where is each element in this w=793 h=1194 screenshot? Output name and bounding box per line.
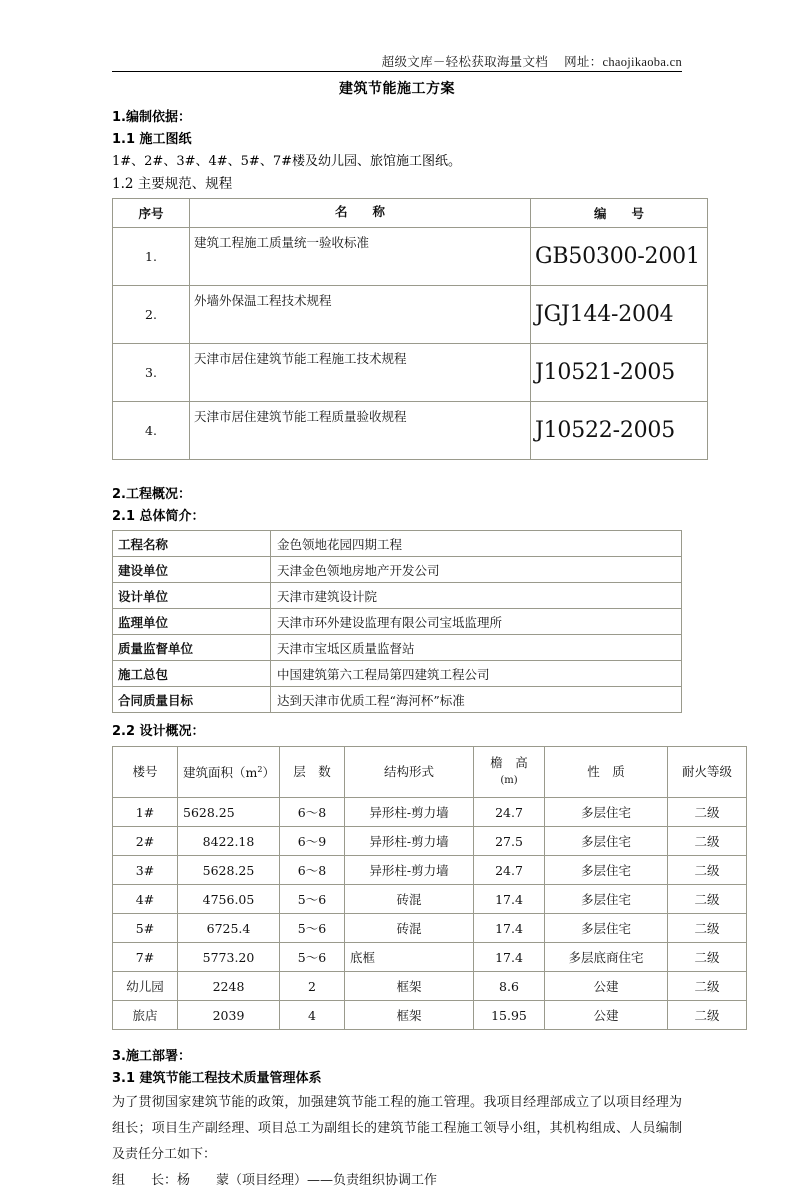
cell-nature: 公建 bbox=[545, 1001, 668, 1030]
header-url-value: chaojikaoba.cn bbox=[602, 55, 682, 69]
table-row bbox=[113, 583, 682, 609]
cell-floors: 6～8 bbox=[280, 856, 345, 885]
cell-code bbox=[531, 402, 708, 460]
table-row bbox=[113, 914, 747, 943]
heading-1-1: 1.1 施工图纸 bbox=[112, 132, 192, 147]
header-floor-area bbox=[178, 747, 280, 798]
heading-2-2: 2.2 设计概况： bbox=[112, 724, 205, 739]
table-row bbox=[113, 1001, 747, 1030]
cell-nature: 多层住宅 bbox=[545, 914, 668, 943]
cell-building-no: 5# bbox=[113, 914, 178, 943]
table-row bbox=[113, 943, 747, 972]
table-header-row bbox=[113, 747, 747, 798]
cell-key: 质量监督单位 bbox=[113, 635, 271, 661]
table-row bbox=[113, 557, 682, 583]
cell-floors: 2 bbox=[280, 972, 345, 1001]
heading-1-2: 1.2 主要规范、规程 bbox=[112, 176, 233, 192]
cell-height: 17.4 bbox=[474, 885, 545, 914]
header-floors: 层 数 bbox=[280, 747, 345, 798]
cell-structure: 砖混 bbox=[345, 914, 474, 943]
cell-building-no: 4# bbox=[113, 885, 178, 914]
table-row bbox=[113, 531, 682, 557]
table-row bbox=[113, 286, 708, 344]
table-row bbox=[113, 687, 682, 713]
cell-key: 设计单位 bbox=[113, 583, 271, 609]
cell-value: 天津金色领地房地产开发公司 bbox=[271, 557, 682, 583]
cell-fire: 二级 bbox=[668, 972, 747, 1001]
code-text: J10522-2005 bbox=[535, 418, 676, 443]
cell-index: 4. bbox=[113, 402, 190, 460]
cell-value: 天津市建筑设计院 bbox=[271, 583, 682, 609]
code-text: GB50300-2001 bbox=[535, 244, 700, 269]
header-index: 序号 bbox=[113, 199, 190, 228]
header-site-name: 超级文库－轻松获取海量文档 bbox=[381, 54, 549, 69]
cell-key: 工程名称 bbox=[113, 531, 271, 557]
table-row bbox=[113, 402, 708, 460]
table-row bbox=[113, 856, 747, 885]
header-floor-area-sup: 2 bbox=[257, 765, 263, 775]
cell-code bbox=[531, 286, 708, 344]
cell-fire: 二级 bbox=[668, 827, 747, 856]
cell-height: 17.4 bbox=[474, 914, 545, 943]
code-text: JGJ144-2004 bbox=[535, 302, 674, 327]
cell-fire: 二级 bbox=[668, 885, 747, 914]
table-header-row bbox=[113, 199, 708, 228]
cell-structure: 异形柱-剪力墙 bbox=[345, 856, 474, 885]
cell-height: 17.4 bbox=[474, 943, 545, 972]
cell-value: 达到天津市优质工程“海河杯”标准 bbox=[271, 687, 682, 713]
header-fire-rating: 耐火等级 bbox=[668, 747, 747, 798]
paragraph-3-1: 为了贯彻国家建筑节能的政策，加强建筑节能工程的施工管理。我项目经理部成立了以项目经理为组长；项目生产副经理、项目总工为副组长的建筑节能工程施工领导小组，其机构组成、人员编制及责任分工如下： bbox=[112, 1095, 682, 1162]
cell-fire: 二级 bbox=[668, 856, 747, 885]
cell-height: 24.7 bbox=[474, 856, 545, 885]
cell-nature: 多层住宅 bbox=[545, 856, 668, 885]
cell-name: 外墙外保温工程技术规程 bbox=[190, 286, 531, 344]
cell-area: 5628.25 bbox=[178, 856, 280, 885]
cell-nature: 多层住宅 bbox=[545, 798, 668, 827]
cell-structure: 底框 bbox=[345, 943, 474, 972]
header-divider bbox=[112, 71, 682, 72]
header-floor-area-main: 建筑面积（m bbox=[183, 765, 258, 781]
table-row bbox=[113, 635, 682, 661]
table-row bbox=[113, 885, 747, 914]
cell-height: 8.6 bbox=[474, 972, 545, 1001]
table-row bbox=[113, 344, 708, 402]
header-name: 名 称 bbox=[190, 199, 531, 228]
cell-structure: 框架 bbox=[345, 972, 474, 1001]
cell-height: 27.5 bbox=[474, 827, 545, 856]
header-eave-height-unit: (m) bbox=[500, 775, 518, 786]
cell-building-no: 幼儿园 bbox=[113, 972, 178, 1001]
cell-key: 监理单位 bbox=[113, 609, 271, 635]
cell-floors: 4 bbox=[280, 1001, 345, 1030]
cell-structure: 砖混 bbox=[345, 885, 474, 914]
cell-area: 2248 bbox=[178, 972, 280, 1001]
table-row bbox=[113, 798, 747, 827]
cell-height: 24.7 bbox=[474, 798, 545, 827]
header-floor-area-tail: ） bbox=[262, 765, 275, 781]
code-text: J10521-2005 bbox=[535, 360, 676, 385]
cell-floors: 5～6 bbox=[280, 914, 345, 943]
heading-3-1: 3.1 建筑节能工程技术质量管理体系 bbox=[112, 1071, 322, 1086]
running-header bbox=[112, 52, 682, 70]
cell-building-no: 7# bbox=[113, 943, 178, 972]
cell-index: 1. bbox=[113, 228, 190, 286]
cell-area: 4756.05 bbox=[178, 885, 280, 914]
cell-structure: 异形柱-剪力墙 bbox=[345, 798, 474, 827]
cell-area: 2039 bbox=[178, 1001, 280, 1030]
cell-area: 6725.4 bbox=[178, 914, 280, 943]
header-eave-height bbox=[474, 747, 545, 798]
table-row bbox=[113, 827, 747, 856]
cell-fire: 二级 bbox=[668, 1001, 747, 1030]
heading-2: 2.工程概况： bbox=[112, 487, 191, 502]
cell-code bbox=[531, 344, 708, 402]
cell-nature: 多层住宅 bbox=[545, 827, 668, 856]
cell-floors: 6～8 bbox=[280, 798, 345, 827]
cell-nature: 多层底商住宅 bbox=[545, 943, 668, 972]
table-row bbox=[113, 609, 682, 635]
cell-area: 5773.20 bbox=[178, 943, 280, 972]
cell-name: 天津市居住建筑节能工程质量验收规程 bbox=[190, 402, 531, 460]
cell-value: 金色领地花园四期工程 bbox=[271, 531, 682, 557]
project-info-table bbox=[112, 530, 682, 713]
cell-nature: 多层住宅 bbox=[545, 885, 668, 914]
cell-value: 天津市环外建设监理有限公司宝坻监理所 bbox=[271, 609, 682, 635]
cell-value: 中国建筑第六工程局第四建筑工程公司 bbox=[271, 661, 682, 687]
cell-floors: 5～6 bbox=[280, 943, 345, 972]
cell-nature: 公建 bbox=[545, 972, 668, 1001]
cell-floors: 5～6 bbox=[280, 885, 345, 914]
cell-building-no: 3# bbox=[113, 856, 178, 885]
cell-code bbox=[531, 228, 708, 286]
standards-table bbox=[112, 198, 708, 460]
cell-fire: 二级 bbox=[668, 914, 747, 943]
header-url-label: 网址： bbox=[564, 54, 603, 69]
header-eave-height-label: 檐 高 bbox=[490, 755, 528, 770]
header-nature: 性 质 bbox=[545, 747, 668, 798]
cell-structure: 异形柱-剪力墙 bbox=[345, 827, 474, 856]
page-title: 建筑节能施工方案 bbox=[339, 81, 455, 97]
header-structure: 结构形式 bbox=[345, 747, 474, 798]
table-row bbox=[113, 661, 682, 687]
table-row bbox=[113, 228, 708, 286]
cell-value: 天津市宝坻区质量监督站 bbox=[271, 635, 682, 661]
text-1-1: 1#、2#、3#、4#、5#、7#楼及幼儿园、旅馆施工图纸。 bbox=[112, 154, 461, 169]
heading-1: 1.编制依据： bbox=[112, 110, 191, 125]
cell-index: 3. bbox=[113, 344, 190, 402]
cell-building-no: 2# bbox=[113, 827, 178, 856]
table-row bbox=[113, 972, 747, 1001]
cell-building-no: 1# bbox=[113, 798, 178, 827]
cell-height: 15.95 bbox=[474, 1001, 545, 1030]
cell-key: 施工总包 bbox=[113, 661, 271, 687]
cell-building-no: 旅店 bbox=[113, 1001, 178, 1030]
header-building-no: 楼号 bbox=[113, 747, 178, 798]
cell-fire: 二级 bbox=[668, 943, 747, 972]
paragraph-3-1-leader: 组 长：杨 蒙（项目经理）——负责组织协调工作 bbox=[112, 1173, 438, 1188]
cell-floors: 6～9 bbox=[280, 827, 345, 856]
heading-3: 3.施工部署： bbox=[112, 1049, 191, 1064]
cell-area: 8422.18 bbox=[178, 827, 280, 856]
heading-2-1: 2.1 总体简介： bbox=[112, 509, 205, 524]
cell-area: 5628.25 bbox=[178, 798, 280, 827]
header-code: 编 号 bbox=[531, 199, 708, 228]
design-summary-table bbox=[112, 746, 747, 1030]
cell-key: 建设单位 bbox=[113, 557, 271, 583]
cell-structure: 框架 bbox=[345, 1001, 474, 1030]
cell-name: 建筑工程施工质量统一验收标准 bbox=[190, 228, 531, 286]
cell-fire: 二级 bbox=[668, 798, 747, 827]
document-body bbox=[112, 78, 732, 1194]
cell-name: 天津市居住建筑节能工程施工技术规程 bbox=[190, 344, 531, 402]
cell-index: 2. bbox=[113, 286, 190, 344]
cell-key: 合同质量目标 bbox=[113, 687, 271, 713]
